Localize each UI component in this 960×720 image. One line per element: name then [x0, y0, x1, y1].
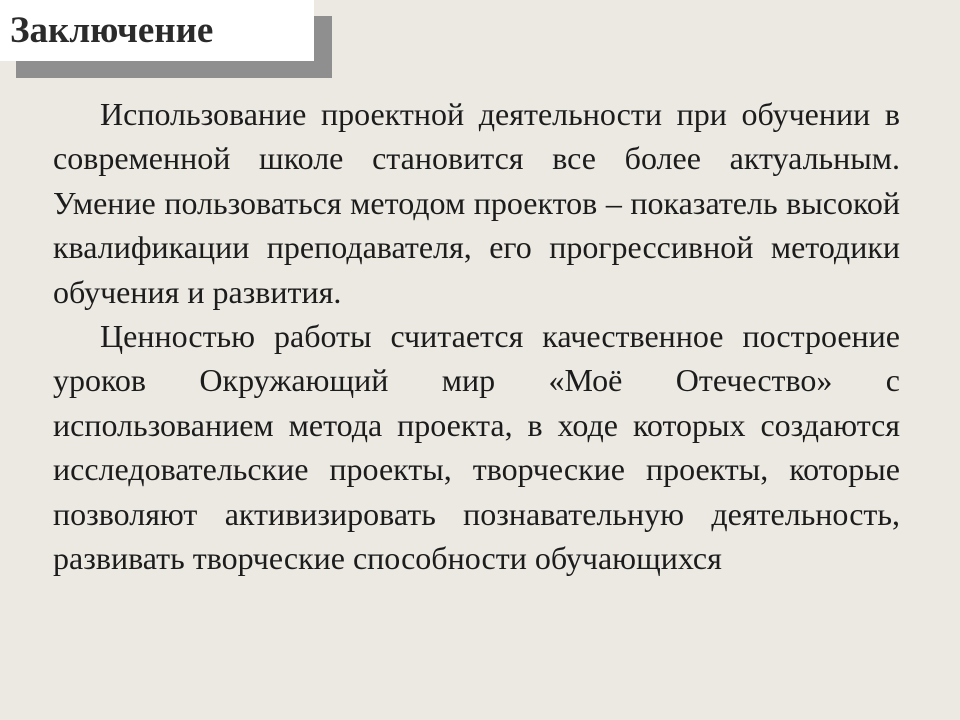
slide-title: Заключение	[10, 10, 214, 51]
title-box	[0, 0, 314, 61]
paragraph-2: Ценностью работы считается качественное построение уроков Окружающий мир «Моё Отечество» с использованием метода проекта, в ходе которых создаются исследовательские проекты, творческие проекты, которые позволяют активизировать познавательную деятельность, развивать творческие способности обучающихся	[53, 318, 900, 577]
slide-body	[53, 92, 900, 580]
paragraph-1: Использование проектной деятельности при обучении в современной школе становится все более актуальным. Умение пользоваться методом проектов – показатель высокой квалификации преподавателя, его прогрессивной методики обучения и развития.	[53, 96, 900, 310]
